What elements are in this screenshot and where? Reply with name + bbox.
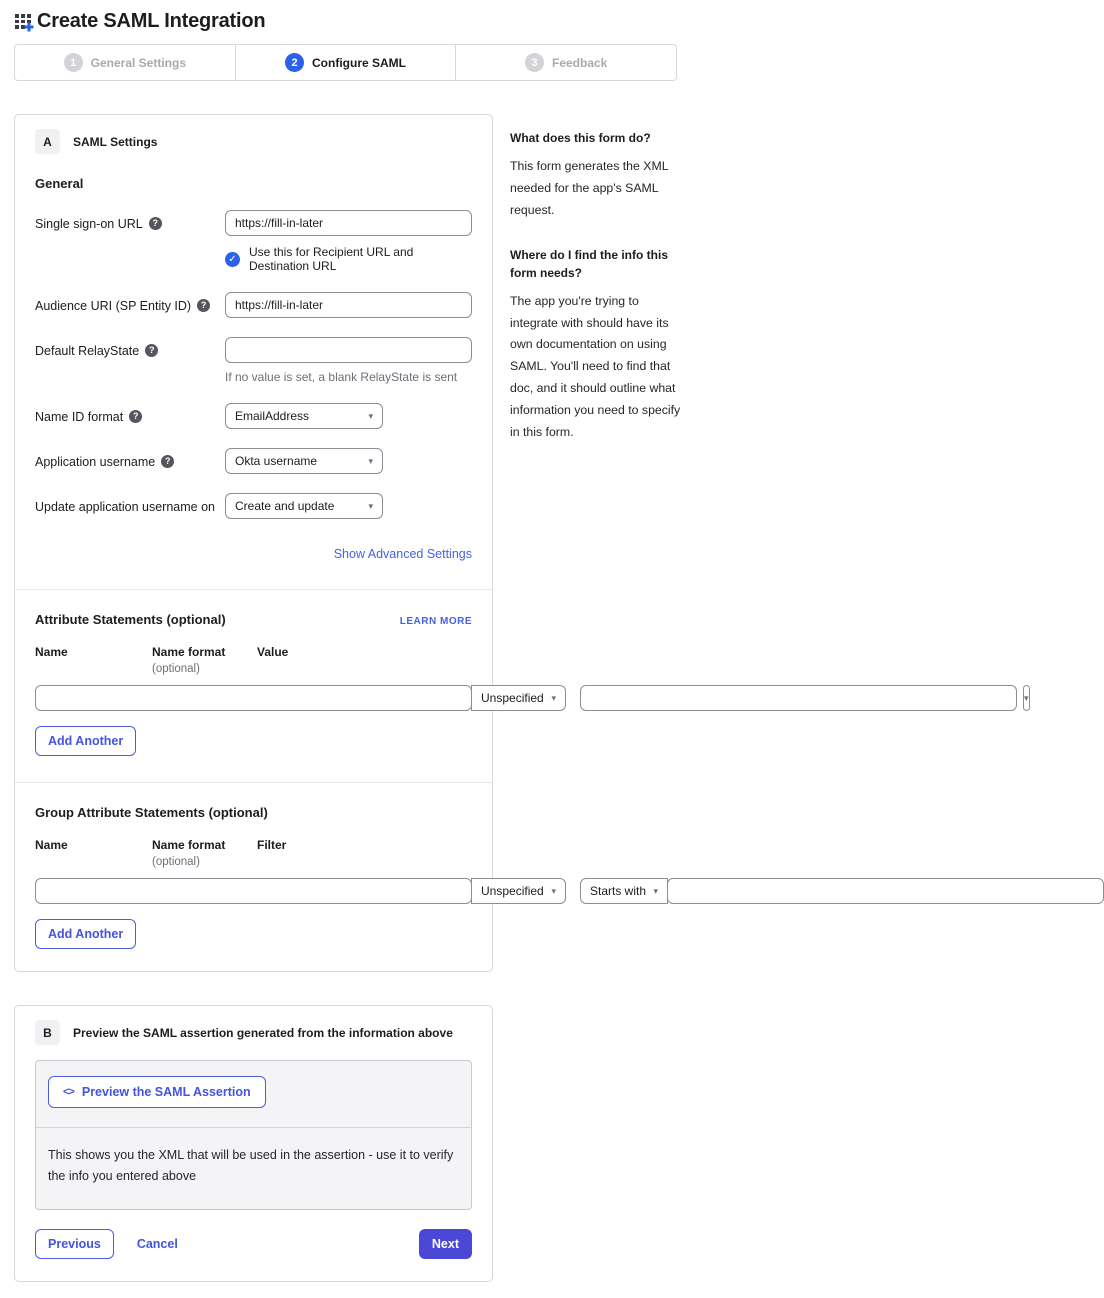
learn-more-link[interactable]: LEARN MORE bbox=[399, 616, 472, 627]
help-body: This form generates the XML needed for the app's SAML request. bbox=[510, 159, 669, 217]
chevron-down-icon: ▾ bbox=[653, 885, 658, 896]
relaystate-hint: If no value is set, a blank RelayState is sent bbox=[225, 370, 458, 384]
attr-name-format-select[interactable]: Unspecified ▾ bbox=[471, 685, 566, 711]
step-number-badge: 3 bbox=[525, 53, 544, 72]
group-filter-type-select[interactable]: Starts with ▾ bbox=[580, 878, 668, 904]
relaystate-input[interactable] bbox=[225, 337, 472, 363]
relaystate-label: Default RelayState ? bbox=[35, 337, 225, 384]
help-heading: Where do I find the info this form needs? bbox=[510, 247, 668, 280]
group-filter-value-input[interactable] bbox=[667, 878, 1104, 904]
step-number-badge: 1 bbox=[64, 53, 83, 72]
relaystate-row bbox=[35, 337, 472, 384]
nameid-format-row bbox=[35, 403, 472, 429]
group-statements-column-headers bbox=[35, 838, 472, 868]
col-header-name-format: Name format bbox=[152, 645, 226, 659]
help-icon[interactable]: ? bbox=[145, 344, 158, 357]
chevron-down-icon: ▾ bbox=[368, 500, 373, 511]
help-icon[interactable]: ? bbox=[129, 410, 142, 423]
audience-uri-row bbox=[35, 292, 472, 318]
page-title: Create SAML Integration bbox=[37, 10, 266, 32]
update-username-select[interactable]: Create and update ▾ bbox=[225, 493, 383, 519]
page-header bbox=[14, 8, 677, 33]
col-header-name-format: Name format bbox=[152, 838, 226, 852]
help-body: The app you're trying to integrate with should have its own documentation on using SAML. You'll need to find that doc, and it should outline what information you need to specify in this form. bbox=[510, 293, 681, 439]
section-divider bbox=[15, 589, 492, 590]
nameid-format-label: Name ID format ? bbox=[35, 403, 225, 429]
col-header-optional: (optional) bbox=[152, 663, 200, 675]
sso-recipient-checkbox-row bbox=[225, 245, 472, 273]
app-username-label: Application username ? bbox=[35, 448, 225, 474]
nameid-format-select[interactable]: EmailAddress ▾ bbox=[225, 403, 383, 429]
checkbox-checked-icon[interactable]: ✓ bbox=[225, 252, 240, 267]
help-block-what bbox=[510, 129, 682, 222]
update-username-row bbox=[35, 493, 472, 519]
cancel-link[interactable]: Cancel bbox=[136, 1236, 178, 1251]
audience-uri-label: Audience URI (SP Entity ID) ? bbox=[35, 292, 225, 318]
attr-name-input[interactable] bbox=[35, 685, 472, 711]
panel-b-title: Preview the SAML assertion generated from the information above bbox=[73, 1025, 453, 1040]
panel-a-title: SAML Settings bbox=[73, 134, 158, 149]
col-header-optional: (optional) bbox=[152, 856, 200, 868]
help-heading: What does this form do? bbox=[510, 131, 651, 145]
preview-note: This shows you the XML that will be used in the assertion - use it to verify the info you entered above bbox=[48, 1148, 454, 1184]
chevron-down-icon: ▾ bbox=[1024, 692, 1029, 703]
group-attribute-statements-heading: Group Attribute Statements (optional) bbox=[35, 805, 268, 820]
panel-b-badge: B bbox=[35, 1020, 60, 1045]
step-label: Feedback bbox=[552, 55, 608, 70]
wizard-step-feedback[interactable] bbox=[455, 45, 676, 80]
group-name-format-select[interactable]: Unspecified ▾ bbox=[471, 878, 566, 904]
group-statement-row bbox=[35, 878, 658, 904]
help-sidebar bbox=[510, 114, 682, 444]
preview-assertion-panel bbox=[14, 1005, 493, 1282]
section-divider bbox=[15, 782, 492, 783]
step-label: Configure SAML bbox=[312, 55, 406, 70]
sso-url-input[interactable] bbox=[225, 210, 472, 236]
update-username-label: Update application username on bbox=[35, 500, 215, 514]
preview-saml-assertion-button[interactable]: <> Preview the SAML Assertion bbox=[48, 1076, 266, 1108]
sso-recipient-checkbox-label: Use this for Recipient URL and Destination URL bbox=[249, 245, 414, 273]
col-header-value: Value bbox=[257, 645, 289, 659]
code-icon: <> bbox=[63, 1086, 74, 1098]
add-app-grid-icon bbox=[14, 12, 34, 32]
sso-url-row bbox=[35, 210, 472, 273]
chevron-down-icon: ▾ bbox=[551, 885, 556, 896]
col-header-filter: Filter bbox=[257, 838, 287, 852]
wizard-step-configure-saml[interactable] bbox=[235, 45, 456, 80]
wizard-step-general-settings[interactable] bbox=[15, 45, 235, 80]
general-section-heading: General bbox=[35, 176, 84, 191]
next-button[interactable]: Next bbox=[419, 1229, 472, 1259]
chevron-down-icon: ▾ bbox=[551, 692, 556, 703]
wizard-footer bbox=[35, 1229, 472, 1259]
app-username-row bbox=[35, 448, 472, 474]
previous-button[interactable]: Previous bbox=[35, 1229, 114, 1259]
panel-a-badge: A bbox=[35, 129, 60, 154]
col-header-name: Name bbox=[35, 838, 68, 852]
preview-box bbox=[35, 1060, 472, 1210]
step-number-badge: 2 bbox=[285, 53, 304, 72]
chevron-down-icon: ▾ bbox=[368, 455, 373, 466]
group-name-input[interactable] bbox=[35, 878, 472, 904]
help-icon[interactable]: ? bbox=[197, 299, 210, 312]
sso-url-label: Single sign-on URL ? bbox=[35, 210, 225, 273]
attribute-statements-column-headers bbox=[35, 645, 472, 675]
attribute-statement-row bbox=[35, 685, 1029, 711]
group-add-another-button[interactable]: Add Another bbox=[35, 919, 136, 949]
step-label: General Settings bbox=[90, 55, 187, 70]
show-advanced-settings-link[interactable]: Show Advanced Settings bbox=[333, 547, 472, 561]
attr-add-another-button[interactable]: Add Another bbox=[35, 726, 136, 756]
attr-value-input[interactable] bbox=[580, 685, 1017, 711]
help-icon[interactable]: ? bbox=[149, 217, 162, 230]
chevron-down-icon: ▾ bbox=[368, 410, 373, 421]
wizard-steps bbox=[14, 44, 677, 81]
attr-value-dropdown-button[interactable] bbox=[1023, 685, 1030, 711]
help-block-where bbox=[510, 246, 682, 444]
attribute-statements-heading: Attribute Statements (optional) bbox=[35, 612, 226, 627]
col-header-name: Name bbox=[35, 645, 68, 659]
audience-uri-input[interactable] bbox=[225, 292, 472, 318]
help-icon[interactable]: ? bbox=[161, 455, 174, 468]
app-username-select[interactable]: Okta username ▾ bbox=[225, 448, 383, 474]
